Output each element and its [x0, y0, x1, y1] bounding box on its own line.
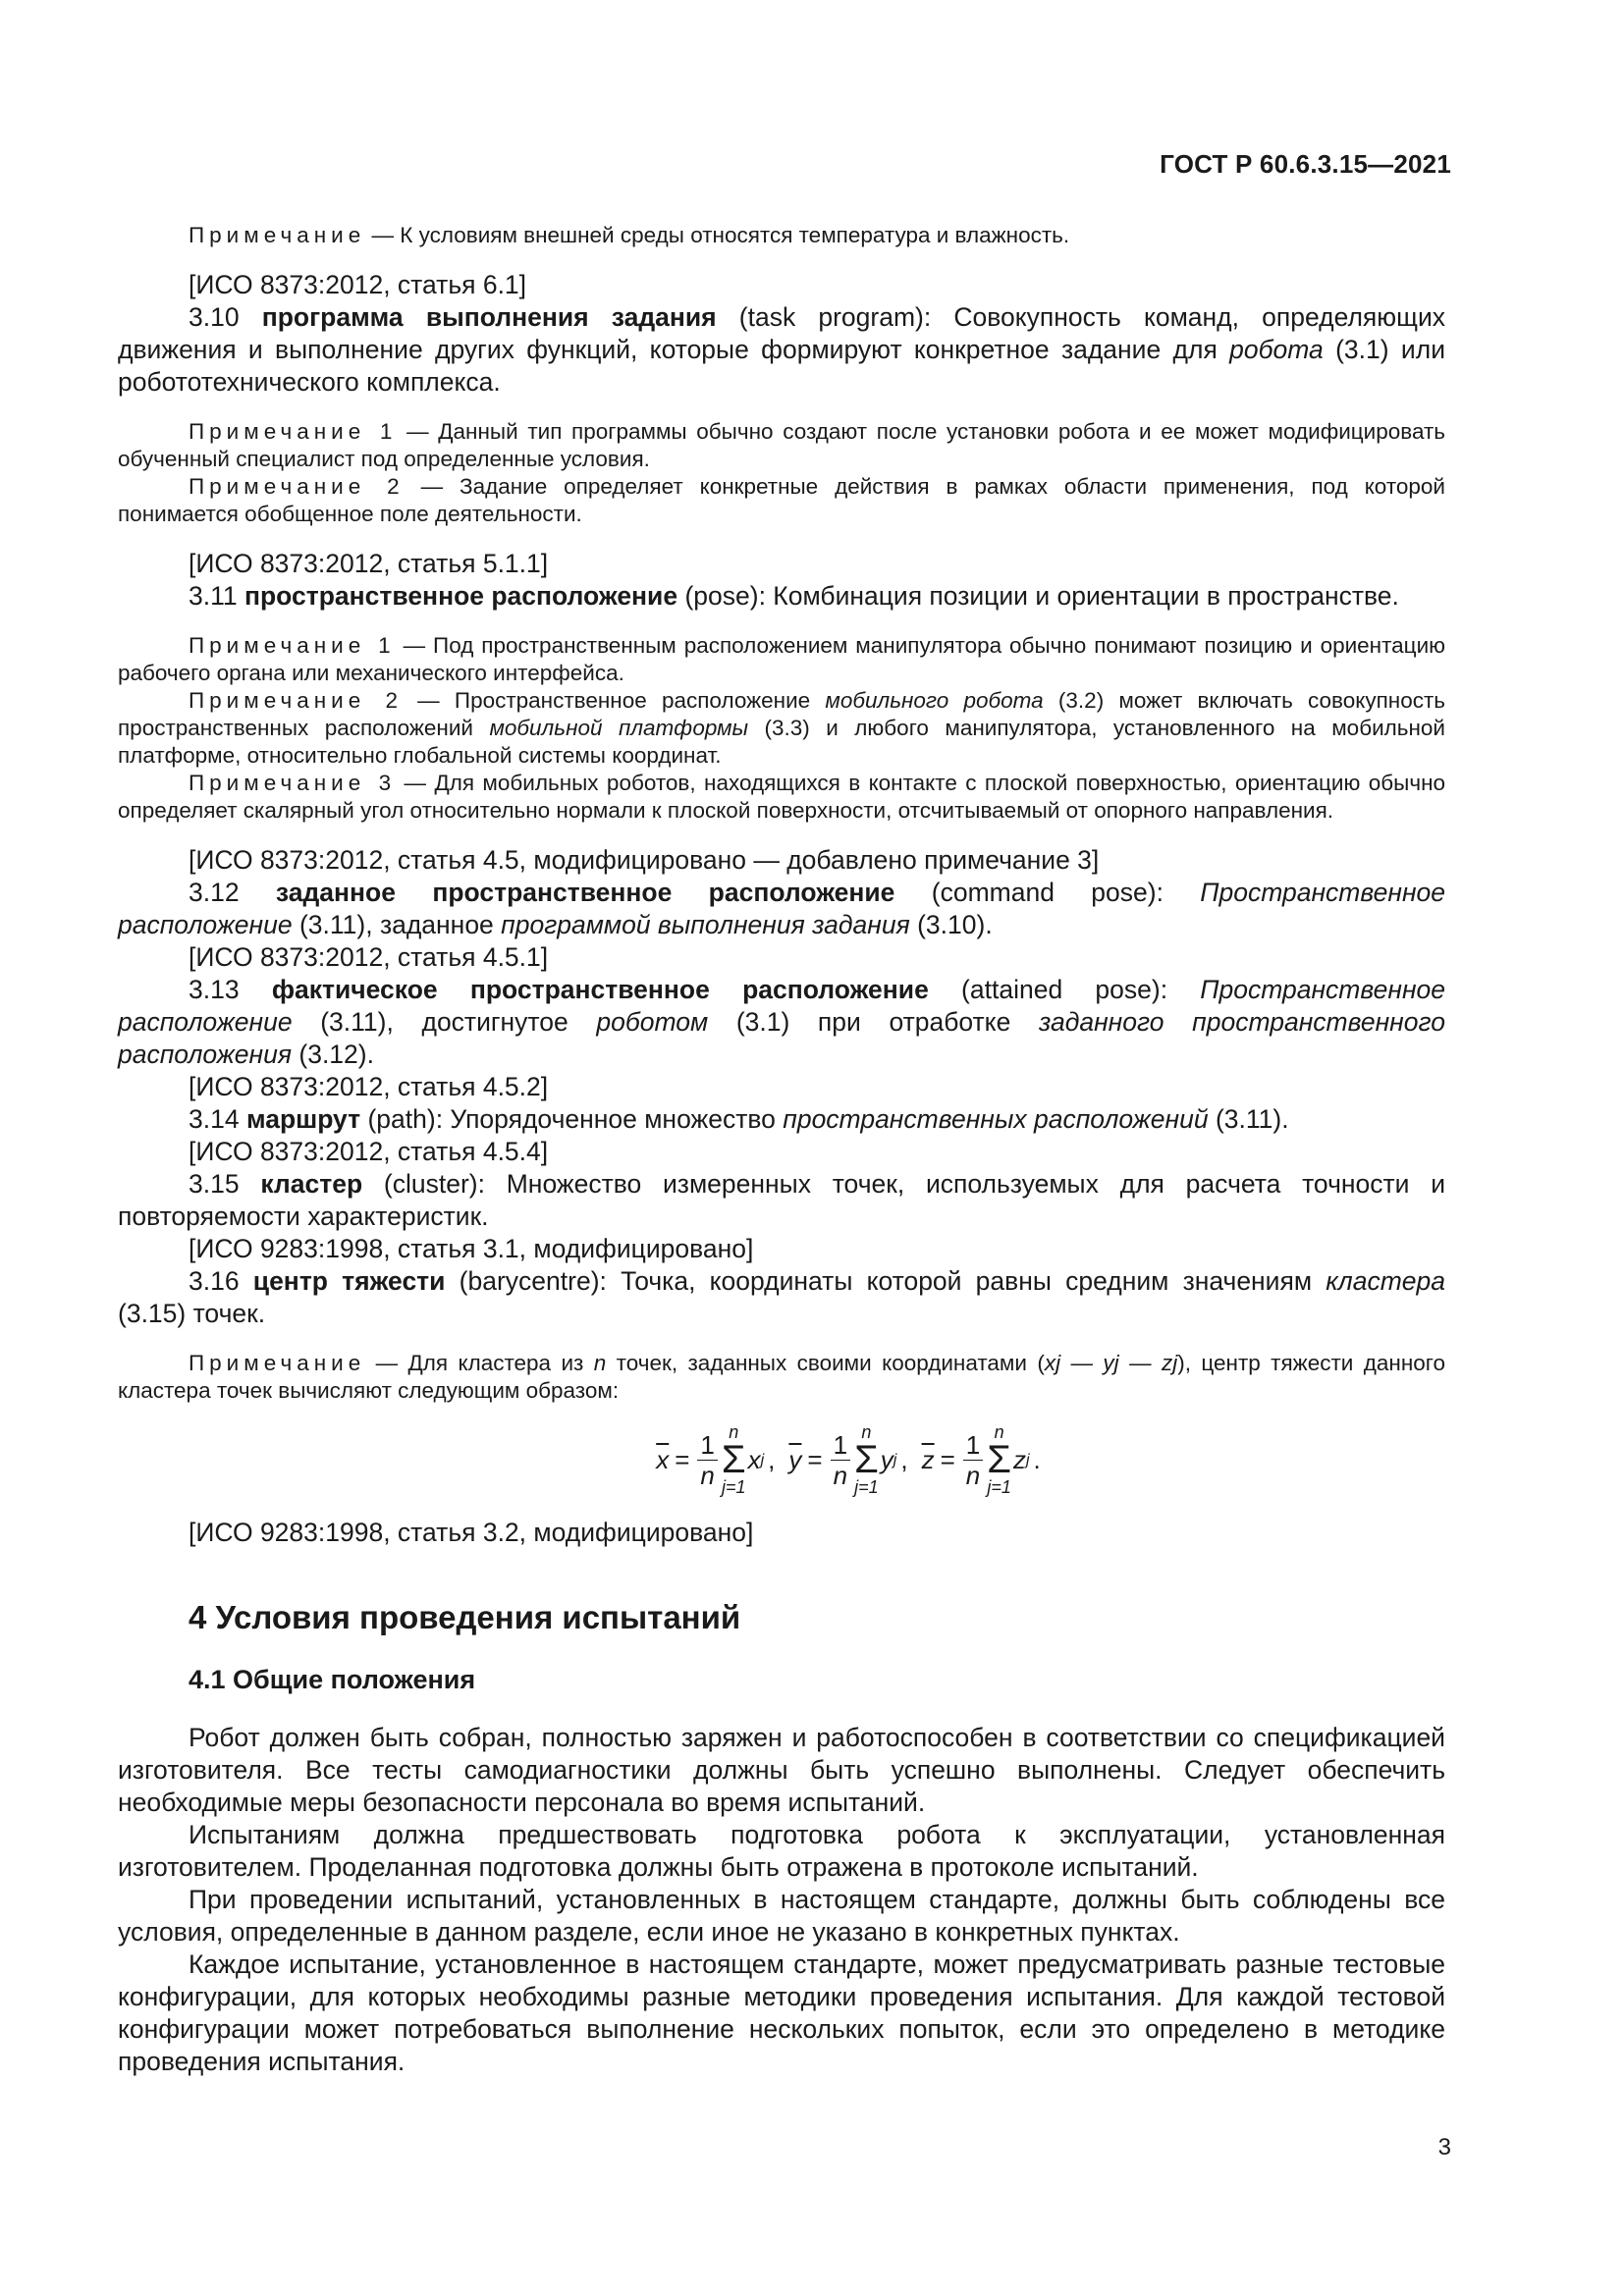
source-ref: [ИСО 8373:2012, статья 4.5.4]	[189, 1137, 549, 1166]
source-ref: [ИСО 9283:1998, статья 3.1, модифицировано]	[189, 1234, 754, 1263]
term-3-15: 3.15 кластер (cluster): Множество измеренных точек, используемых для расчета точности и повторяемости характеристик.	[118, 1169, 1445, 1231]
sum-symbol: n Σ j=1	[854, 1422, 879, 1497]
paragraph: Робот должен быть собран, полностью заряжен и работоспособен в соответствии со спецификацией изготовителя. Все тесты самодиагностики должны быть успешно выполнены. Следует обеспечить необходимые меры безопасности персонала во время испытаний.	[118, 1723, 1445, 1817]
document-body	[118, 222, 1445, 2078]
formula-x-mean: $\overline{x}$ = $\frac{1}{n}$ n Σ j=1 x j ,	[656, 1422, 776, 1497]
note-label: Примечание	[189, 223, 366, 247]
term-name: центр тяжести	[252, 1266, 446, 1296]
term-name: программа выполнения задания	[261, 302, 717, 332]
term-name: заданное пространственное расположение	[275, 878, 895, 907]
term-name: кластер	[260, 1169, 363, 1199]
fraction: $\frac{1}{n}$	[963, 1430, 983, 1490]
page-number: 3	[1437, 2134, 1451, 2161]
source-ref: [ИСО 8373:2012, статья 4.5, модифицировано — добавлено примечание 3]	[189, 845, 1100, 875]
section-heading: 4 Условия проведения испытаний	[189, 1599, 741, 1635]
term-3-11: 3.11 пространственное расположение (pose): Комбинация позиции и ориентации в пространстве.	[189, 581, 1399, 611]
note-3-10-2: Примечание 2 — Задание определяет конкретные действия в рамках области применения, под которой понимается обобщенное поле деятельности.	[118, 474, 1445, 526]
term-3-14: 3.14 маршрут (path): Упорядоченное множество пространственных расположений (3.11).	[189, 1104, 1289, 1134]
note-3-10-1: Примечание 1 — Данный тип программы обычно создают после установки робота и ее может модифицировать обученный специалист под определенные условия.	[118, 419, 1446, 471]
term-3-16: 3.16 центр тяжести (barycentre): Точка, координаты которой равны средним значениям кластера (3.15) точек.	[118, 1266, 1445, 1328]
term-name: маршрут	[245, 1104, 361, 1134]
note-3-16: Примечание — Для кластера из n точек, заданных своими координатами (xj — yj — zj), центр тяжести данного кластера точек вычисляют следующим образом:	[118, 1351, 1445, 1403]
note-environment: Примечание — К условиям внешней среды относятся температура и влажность.	[189, 223, 1070, 247]
term-3-10: 3.10 программа выполнения задания (task program): Совокупность команд, определяющих движения и выполнение других функций, которые формируют конкретное задание для робота (3.1) или робототехнического комплекса.	[118, 302, 1445, 397]
note-3-11-1: Примечание 1 — Под пространственным расположением манипулятора обычно понимают позицию и ориентацию рабочего органа или механического интерфейса.	[118, 633, 1446, 685]
source-ref: [ИСО 8373:2012, статья 4.5.1]	[189, 942, 549, 972]
note-3-11-2: Примечание 2 — Пространственное расположение мобильного робота (3.2) может включать совокупность пространственных расположений мобильной платформы (3.3) и любого манипулятора, установленного на мобильной платформе, относительно глобальной системы координат.	[118, 688, 1446, 768]
source-ref: [ИСО 9283:1998, статья 3.2, модифицировано]	[189, 1518, 754, 1547]
paragraph: Испытаниям должна предшествовать подготовка робота к эксплуатации, установленная изготовителем. Проделанная подготовка должны быть отражена в протоколе испытаний.	[118, 1820, 1445, 1882]
fraction: $\frac{1}{n}$	[697, 1430, 717, 1490]
term-name: пространственное расположение	[244, 581, 678, 611]
document-code: ГОСТ Р 60.6.3.15—2021	[1160, 149, 1451, 179]
sum-symbol: n Σ j=1	[987, 1422, 1011, 1497]
source-ref: [ИСО 8373:2012, статья 5.1.1]	[189, 549, 549, 578]
note-3-11-3: Примечание 3 — Для мобильных роботов, находящихся в контакте с плоской поверхностью, ориентацию обычно определяет скалярный угол относительно нормали к плоской поверхности, отсчитываемый от опорного направления.	[118, 771, 1446, 823]
source-ref: [ИСО 8373:2012, статья 4.5.2]	[189, 1072, 549, 1101]
formula-y-mean: $\overline{y}$ = $\frac{1}{n}$ n Σ j=1 y j ,	[788, 1422, 908, 1497]
paragraph: При проведении испытаний, установленных в настоящем стандарте, должны быть соблюдены все условия, определенные в данном разделе, если иное не указано в конкретных пунктах.	[118, 1885, 1445, 1947]
source-ref: [ИСО 8373:2012, статья 6.1]	[189, 270, 527, 299]
formula-z-mean: $\overline{z}$ = $\frac{1}{n}$ n Σ j=1 z j .	[921, 1422, 1041, 1497]
fraction: $\frac{1}{n}$	[831, 1430, 850, 1490]
term-3-12: 3.12 заданное пространственное расположение (command pose): Пространственное расположение (3.11), заданное программой выполнения задания (3.10).	[118, 878, 1445, 939]
sum-symbol: n Σ j=1	[721, 1422, 746, 1497]
barycentre-formula	[265, 1415, 1445, 1505]
term-name: фактическое пространственное расположение	[271, 975, 929, 1004]
subsection-heading: 4.1 Общие положения	[189, 1665, 476, 1694]
term-3-13: 3.13 фактическое пространственное расположение (attained pose): Пространственное расположение (3.11), достигнутое роботом (3.1) при отработке заданного пространственного расположения (3.12).	[118, 975, 1446, 1069]
paragraph: Каждое испытание, установленное в настоящем стандарте, может предусматривать разные тестовые конфигурации, для которых необходимы разные методики проведения испытания. Для каждой тестовой конфигурации может потребоваться выполнение нескольких попыток, если это определено в методике проведения испытания.	[118, 1949, 1445, 2076]
